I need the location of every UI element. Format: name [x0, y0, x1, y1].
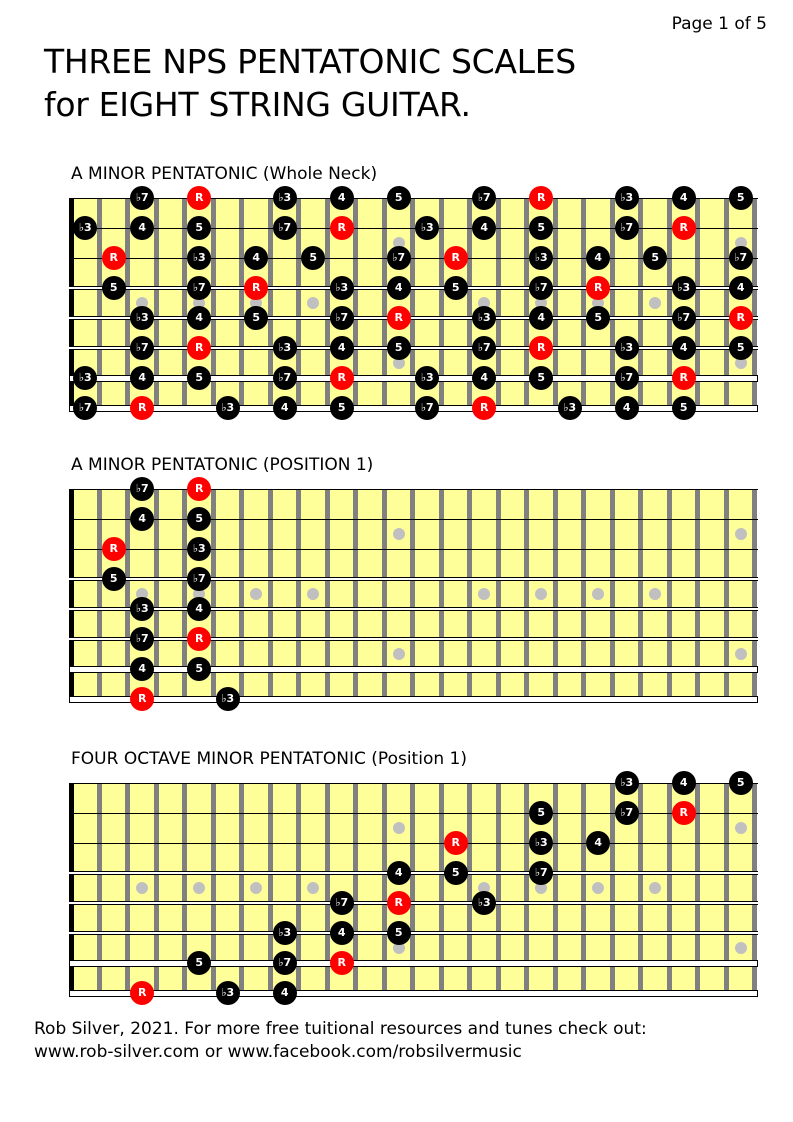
scale-note-marker: ♭3 [472, 891, 496, 915]
root-note-marker: R [102, 537, 126, 561]
scale-note-marker: 5 [387, 336, 411, 360]
scale-note-marker: ♭7 [273, 366, 297, 390]
guitar-string [69, 375, 758, 382]
root-note-marker: R [187, 627, 211, 651]
guitar-string [69, 607, 758, 611]
scale-note-marker: 5 [529, 801, 553, 825]
guitar-string [69, 489, 758, 490]
root-note-marker: R [672, 216, 696, 240]
scale-note-marker: ♭7 [615, 366, 639, 390]
scale-note-marker: 4 [529, 306, 553, 330]
scale-note-marker: ♭3 [529, 831, 553, 855]
scale-note-marker: 4 [672, 336, 696, 360]
diagram-title: FOUR OCTAVE MINOR PENTATONIC (Position 1) [71, 749, 467, 769]
scale-note-marker: ♭3 [615, 186, 639, 210]
diagram-title: A MINOR PENTATONIC (Whole Neck) [71, 164, 378, 184]
guitar-string [69, 960, 758, 967]
scale-note-marker: ♭3 [672, 276, 696, 300]
scale-note-marker: ♭3 [615, 336, 639, 360]
scale-note-marker: 5 [387, 186, 411, 210]
root-note-marker: R [130, 687, 154, 711]
scale-note-marker: 4 [387, 861, 411, 885]
scale-note-marker: 4 [387, 276, 411, 300]
scale-note-marker: 4 [330, 336, 354, 360]
scale-note-marker: ♭7 [187, 276, 211, 300]
root-note-marker: R [187, 186, 211, 210]
scale-note-marker: ♭3 [472, 306, 496, 330]
guitar-string [69, 549, 758, 550]
scale-note-marker: ♭3 [216, 981, 240, 1005]
root-note-marker: R [130, 981, 154, 1005]
scale-note-marker: 4 [130, 216, 154, 240]
guitar-string [69, 666, 758, 673]
scale-note-marker: ♭7 [387, 246, 411, 270]
scale-note-marker: 4 [244, 246, 268, 270]
scale-note-marker: ♭7 [415, 396, 439, 420]
root-note-marker: R [672, 801, 696, 825]
page-title [44, 40, 576, 126]
scale-note-marker: 4 [130, 366, 154, 390]
scale-note-marker: ♭7 [273, 216, 297, 240]
root-note-marker: R [529, 186, 553, 210]
root-note-marker: R [529, 336, 553, 360]
scale-note-marker: ♭3 [558, 396, 582, 420]
scale-note-marker: 4 [130, 507, 154, 531]
scale-note-marker: 4 [330, 186, 354, 210]
scale-note-marker: 4 [729, 276, 753, 300]
scale-note-marker: 5 [586, 306, 610, 330]
scale-note-marker: ♭3 [187, 537, 211, 561]
scale-note-marker: 5 [529, 216, 553, 240]
guitar-string [69, 901, 758, 905]
scale-note-marker: 5 [729, 771, 753, 795]
scale-note-marker: ♭3 [130, 306, 154, 330]
diagram-title: A MINOR PENTATONIC (POSITION 1) [71, 455, 374, 475]
scale-note-marker: ♭3 [130, 597, 154, 621]
guitar-string [69, 198, 758, 199]
inlay-dot-icon [735, 648, 747, 660]
scale-note-marker: 4 [273, 981, 297, 1005]
scale-note-marker: 4 [130, 657, 154, 681]
guitar-string [69, 228, 758, 229]
scale-note-marker: ♭7 [330, 891, 354, 915]
scale-note-marker: ♭7 [529, 276, 553, 300]
scale-note-marker: 4 [187, 597, 211, 621]
guitar-string [69, 519, 758, 520]
scale-note-marker: 5 [529, 366, 553, 390]
root-note-marker: R [387, 891, 411, 915]
root-note-marker: R [586, 276, 610, 300]
page-number: Page 1 of 5 [671, 14, 767, 34]
scale-note-marker: 4 [187, 306, 211, 330]
scale-note-marker: ♭3 [415, 216, 439, 240]
scale-note-marker: ♭7 [130, 627, 154, 651]
scale-note-marker: 5 [187, 507, 211, 531]
scale-note-marker: ♭3 [615, 771, 639, 795]
scale-note-marker: ♭7 [672, 306, 696, 330]
scale-note-marker: 5 [102, 567, 126, 591]
guitar-string [69, 286, 758, 290]
guitar-string [69, 577, 758, 581]
scale-note-marker: ♭7 [472, 186, 496, 210]
scale-note-marker: 5 [244, 306, 268, 330]
root-note-marker: R [130, 396, 154, 420]
scale-note-marker: ♭7 [273, 951, 297, 975]
footer-links: www.rob-silver.com or www.facebook.com/robsilvermusic [34, 1042, 522, 1062]
root-note-marker: R [387, 306, 411, 330]
guitar-string [69, 637, 758, 641]
scale-note-marker: ♭7 [615, 801, 639, 825]
scale-note-marker: ♭3 [529, 246, 553, 270]
scale-note-marker: ♭7 [330, 306, 354, 330]
scale-note-marker: ♭3 [73, 366, 97, 390]
scale-note-marker: ♭7 [472, 336, 496, 360]
inlay-dot-icon [735, 942, 747, 954]
guitar-string [69, 990, 758, 997]
guitar-string [69, 931, 758, 935]
root-note-marker: R [330, 216, 354, 240]
guitar-string [69, 316, 758, 320]
inlay-dot-icon [393, 822, 405, 834]
scale-note-marker: ♭3 [216, 396, 240, 420]
guitar-string [69, 813, 758, 814]
title-line-2: for EIGHT STRING GUITAR. [44, 85, 471, 124]
scale-note-marker: ♭7 [529, 861, 553, 885]
scale-note-marker: 5 [301, 246, 325, 270]
scale-note-marker: ♭7 [130, 336, 154, 360]
guitar-string [69, 405, 758, 412]
scale-note-marker: 5 [643, 246, 667, 270]
scale-note-marker: 4 [586, 831, 610, 855]
scale-note-marker: 5 [729, 336, 753, 360]
guitar-string [69, 871, 758, 875]
scale-note-marker: 5 [102, 276, 126, 300]
scale-note-marker: 5 [729, 186, 753, 210]
title-line-1: THREE NPS PENTATONIC SCALES [44, 42, 576, 81]
scale-note-marker: 5 [187, 216, 211, 240]
inlay-dot-icon [735, 528, 747, 540]
scale-note-marker: 4 [672, 186, 696, 210]
scale-note-marker: 5 [187, 951, 211, 975]
scale-note-marker: 4 [330, 921, 354, 945]
scale-note-marker: 4 [615, 396, 639, 420]
scale-note-marker: 4 [586, 246, 610, 270]
scale-note-marker: ♭3 [273, 186, 297, 210]
root-note-marker: R [444, 831, 468, 855]
scale-note-marker: 4 [672, 771, 696, 795]
inlay-dot-icon [735, 822, 747, 834]
footer [34, 1018, 647, 1064]
root-note-marker: R [444, 246, 468, 270]
root-note-marker: R [672, 366, 696, 390]
scale-note-marker: ♭7 [130, 477, 154, 501]
scale-note-marker: 5 [444, 276, 468, 300]
scale-note-marker: ♭3 [216, 687, 240, 711]
root-note-marker: R [472, 396, 496, 420]
scale-note-marker: ♭3 [187, 246, 211, 270]
scale-note-marker: 5 [672, 396, 696, 420]
scale-note-marker: 5 [444, 861, 468, 885]
scale-note-marker: ♭7 [187, 567, 211, 591]
root-note-marker: R [244, 276, 268, 300]
scale-note-marker: 5 [330, 396, 354, 420]
root-note-marker: R [187, 477, 211, 501]
scale-note-marker: 5 [387, 921, 411, 945]
scale-note-marker: ♭3 [330, 276, 354, 300]
scale-note-marker: ♭3 [73, 216, 97, 240]
guitar-string [69, 696, 758, 703]
scale-note-marker: ♭3 [273, 921, 297, 945]
scale-note-marker: ♭7 [729, 246, 753, 270]
root-note-marker: R [729, 306, 753, 330]
root-note-marker: R [330, 951, 354, 975]
scale-note-marker: 5 [187, 366, 211, 390]
scale-note-marker: 4 [472, 366, 496, 390]
guitar-string [69, 843, 758, 844]
guitar-string [69, 783, 758, 784]
root-note-marker: R [330, 366, 354, 390]
scale-note-marker: ♭7 [130, 186, 154, 210]
scale-note-marker: ♭3 [273, 336, 297, 360]
guitar-string [69, 346, 758, 350]
scale-note-marker: 4 [472, 216, 496, 240]
inlay-dot-icon [393, 648, 405, 660]
scale-note-marker: ♭3 [415, 366, 439, 390]
scale-note-marker: ♭7 [615, 216, 639, 240]
root-note-marker: R [187, 336, 211, 360]
root-note-marker: R [102, 246, 126, 270]
inlay-dot-icon [393, 528, 405, 540]
footer-credit: Rob Silver, 2021. For more free tuitional resources and tunes check out: [34, 1019, 647, 1039]
scale-note-marker: 4 [273, 396, 297, 420]
scale-note-marker: ♭7 [73, 396, 97, 420]
scale-note-marker: 5 [187, 657, 211, 681]
